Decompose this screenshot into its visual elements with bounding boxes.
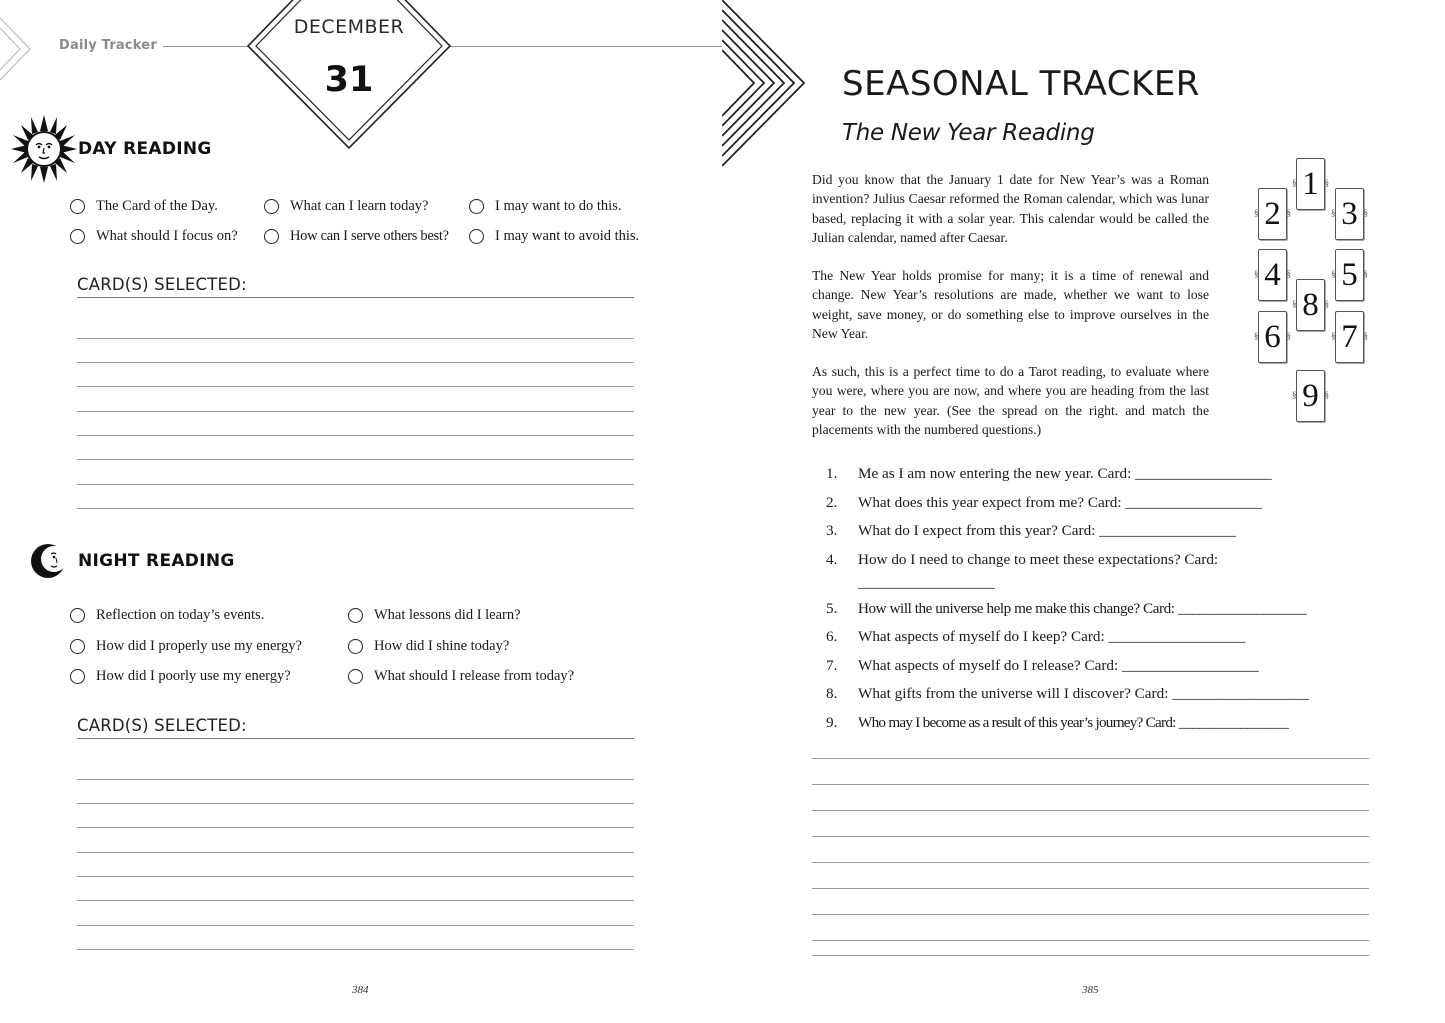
question-answer-blank[interactable]: __________________ <box>858 574 995 591</box>
day-option[interactable] <box>264 198 428 215</box>
checkbox-circle[interactable] <box>264 199 279 214</box>
night-option[interactable] <box>348 638 509 655</box>
option-label: What should I focus on? <box>96 228 238 244</box>
spread-card: § 6 § <box>1258 311 1287 363</box>
checkbox-circle[interactable] <box>348 669 363 684</box>
option-label: How did I poorly use my energy? <box>96 668 291 684</box>
question-item[interactable]: 7. What aspects of myself do I release? Card: __________________ <box>826 657 1259 674</box>
question-item[interactable]: 6. What aspects of myself do I keep? Card: __________________ <box>826 628 1246 645</box>
spread-card: § 4 § <box>1258 249 1287 301</box>
cards-selected-label: CARD(S) SELECTED: <box>77 716 247 735</box>
option-label: Reflection on today’s events. <box>96 607 265 623</box>
option-label: How did I shine today? <box>374 638 510 654</box>
left-page <box>0 0 722 1023</box>
chevron-ornament-icon <box>0 14 40 84</box>
spread-card: § 1 § <box>1296 158 1325 210</box>
day-option[interactable] <box>469 228 639 245</box>
option-label: What should I release from today? <box>374 668 575 684</box>
page-number: 385 <box>1082 984 1099 996</box>
chevron-ornament-icon <box>722 0 812 170</box>
checkbox-circle[interactable] <box>70 669 85 684</box>
spread-card: § 7 § <box>1335 311 1364 363</box>
checkbox-circle[interactable] <box>348 608 363 623</box>
option-label: How can I serve others best? <box>290 228 449 244</box>
moon-icon <box>29 542 69 580</box>
checkbox-circle[interactable] <box>70 608 85 623</box>
question-item[interactable]: 3. What do I expect from this year? Card: __________________ <box>826 522 1236 539</box>
night-option[interactable] <box>70 607 264 624</box>
cards-selected-rule <box>77 738 634 739</box>
intro-paragraph: Did you know that the January 1 date for New Year’s was a Roman invention? Julius Caesar reformed the Roman calendar, which was lunar based, replacing it with a solar year. This calendar would be called the Julian calendar, named after Caesar. <box>812 172 1209 245</box>
day-option[interactable] <box>70 198 218 215</box>
day-option[interactable] <box>264 228 449 245</box>
page-number: 384 <box>352 984 369 996</box>
spread-card: § 3 § <box>1335 188 1364 240</box>
right-page <box>722 0 1445 1023</box>
checkbox-circle[interactable] <box>469 199 484 214</box>
night-option[interactable] <box>348 668 574 685</box>
option-label: I may want to do this. <box>495 198 622 214</box>
cards-selected-label: CARD(S) SELECTED: <box>77 275 247 294</box>
intro-paragraph: As such, this is a perfect time to do a Tarot reading, to evaluate where you were, where you are now, and where you are heading from the last year to the new year. (See the spread on the right. and match the placements with the numbered questions.) <box>812 364 1209 437</box>
sun-icon <box>11 113 77 185</box>
page-title: SEASONAL TRACKER <box>842 64 1200 104</box>
cards-selected-rule <box>77 297 634 298</box>
spread-card: § 5 § <box>1335 249 1364 301</box>
checkbox-circle[interactable] <box>264 229 279 244</box>
date-day: 31 <box>324 60 374 100</box>
option-label: The Card of the Day. <box>96 198 218 214</box>
spread-card: § 2 § <box>1258 188 1287 240</box>
day-option[interactable] <box>70 228 238 245</box>
question-item[interactable]: 2. What does this year expect from me? Card: __________________ <box>826 494 1263 511</box>
checkbox-circle[interactable] <box>70 199 85 214</box>
option-label: I may want to avoid this. <box>495 228 640 244</box>
checkbox-circle[interactable] <box>348 639 363 654</box>
question-item[interactable]: 5. How will the universe help me make this change? Card: __________________ <box>826 600 1307 617</box>
option-label: What lessons did I learn? <box>374 607 521 623</box>
night-option[interactable] <box>70 668 291 685</box>
checkbox-circle[interactable] <box>70 639 85 654</box>
spread-card: § 8 § <box>1296 279 1325 331</box>
question-item[interactable]: 4. How do I need to change to meet these expectations? Card: <box>826 551 1219 568</box>
night-option[interactable] <box>348 607 521 624</box>
option-label: How did I properly use my energy? <box>96 638 302 654</box>
question-item[interactable]: 9. Who may I become as a result of this year’s journey? Card: ________________ <box>826 714 1289 731</box>
intro-paragraph: The New Year holds promise for many; it is a time of renewal and change. New Year’s resolutions are made, whether we want to lose weight, save money, or do something else to improve ourselves in the New Year. <box>812 268 1209 341</box>
spread-card: § 9 § <box>1296 370 1325 422</box>
page-subtitle: The New Year Reading <box>842 120 1095 146</box>
question-item[interactable]: 8. What gifts from the universe will I discover? Card: __________________ <box>826 685 1309 702</box>
day-reading-title: DAY READING <box>78 139 212 159</box>
checkbox-circle[interactable] <box>70 229 85 244</box>
night-option[interactable] <box>70 638 302 655</box>
checkbox-circle[interactable] <box>469 229 484 244</box>
date-month: DECEMBER <box>293 16 405 38</box>
tracker-label: Daily Tracker <box>59 38 157 53</box>
question-item[interactable]: 1. Me as I am now entering the new year. Card: __________________ <box>826 465 1272 482</box>
option-label: What can I learn today? <box>290 198 429 214</box>
night-reading-title: NIGHT READING <box>78 551 235 571</box>
day-option[interactable] <box>469 198 621 215</box>
tarot-spread-diagram <box>1252 156 1372 426</box>
